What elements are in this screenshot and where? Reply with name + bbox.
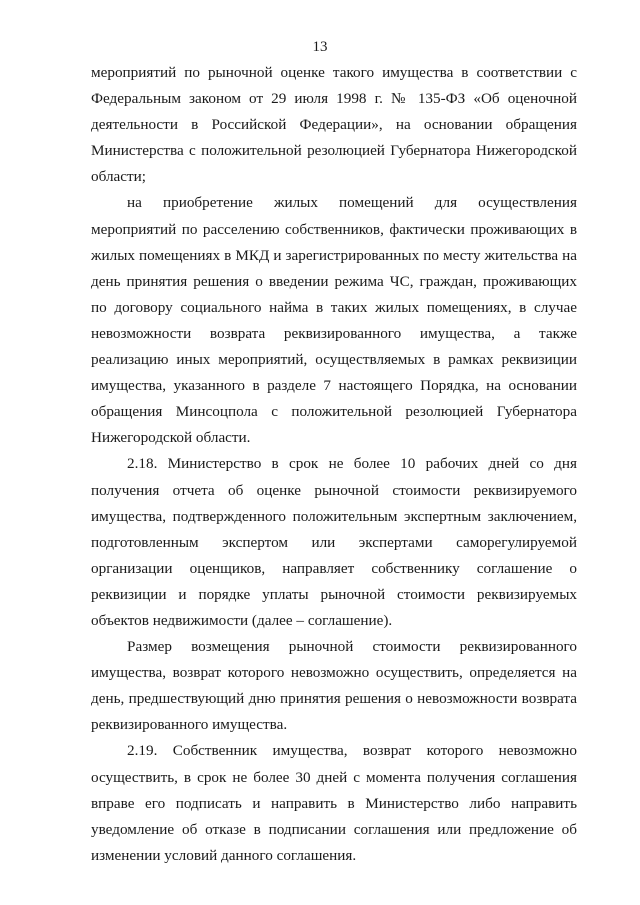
paragraph-housing-purchase: на приобретение жилых помещений для осуществления мероприятий по расселению собственников, фактически проживающих в жилых помещениях в МКД и зарегистрированных по месту жительства на день принятия решения о введении режима ЧС, граждан, проживающих по договору социального найма в таких жилых помещениях, в случае невозможности возврата реквизированного имущества, а также реализацию иных мероприятий, осуществляемых в рамках реквизиции имущества, указанного в разделе 7 настоящего Порядка, на основании обращения Минсоцпола с положительной резолюцией Губернатора Нижегородской области. bbox=[91, 194, 577, 447]
paragraph-clause-2-18: 2.18. Министерство в срок не более 10 рабочих дней со дня получения отчета об оценке рыночной стоимости реквизируемого имущества, подтвержденного положительным экспертным заключением, подготовленным экспертом или экспертами саморегулируемой организации оценщиков, направляет собственнику соглашение о реквизиции и порядке уплаты рыночной стоимости реквизируемых объектов недвижимости (далее – соглашение). bbox=[91, 455, 577, 629]
paragraph-continuation: мероприятий по рыночной оценке такого имущества в соответствии с Федеральным законом от 29 июля 1998 г. № 135-ФЗ «Об оценочной деятельности в Российской Федерации», на основании обращения Министерства с положительной резолюцией Губернатора Нижегородской области; bbox=[91, 64, 577, 186]
paragraph-compensation-size: Размер возмещения рыночной стоимости реквизированного имущества, возврат которого невозможно осуществить, определяется на день, предшествующий дню принятия решения о невозможности возврата реквизированного имущества. bbox=[91, 638, 577, 734]
document-body bbox=[91, 60, 577, 869]
page-number: 13 bbox=[312, 39, 328, 55]
paragraph-clause-2-19: 2.19. Собственник имущества, возврат которого невозможно осуществить, в срок не более 30 дней с момента получения соглашения вправе его подписать и направить в Министерство либо направить уведомление об отказе в подписании соглашения или предложение об изменении условий данного соглашения. bbox=[91, 742, 577, 864]
